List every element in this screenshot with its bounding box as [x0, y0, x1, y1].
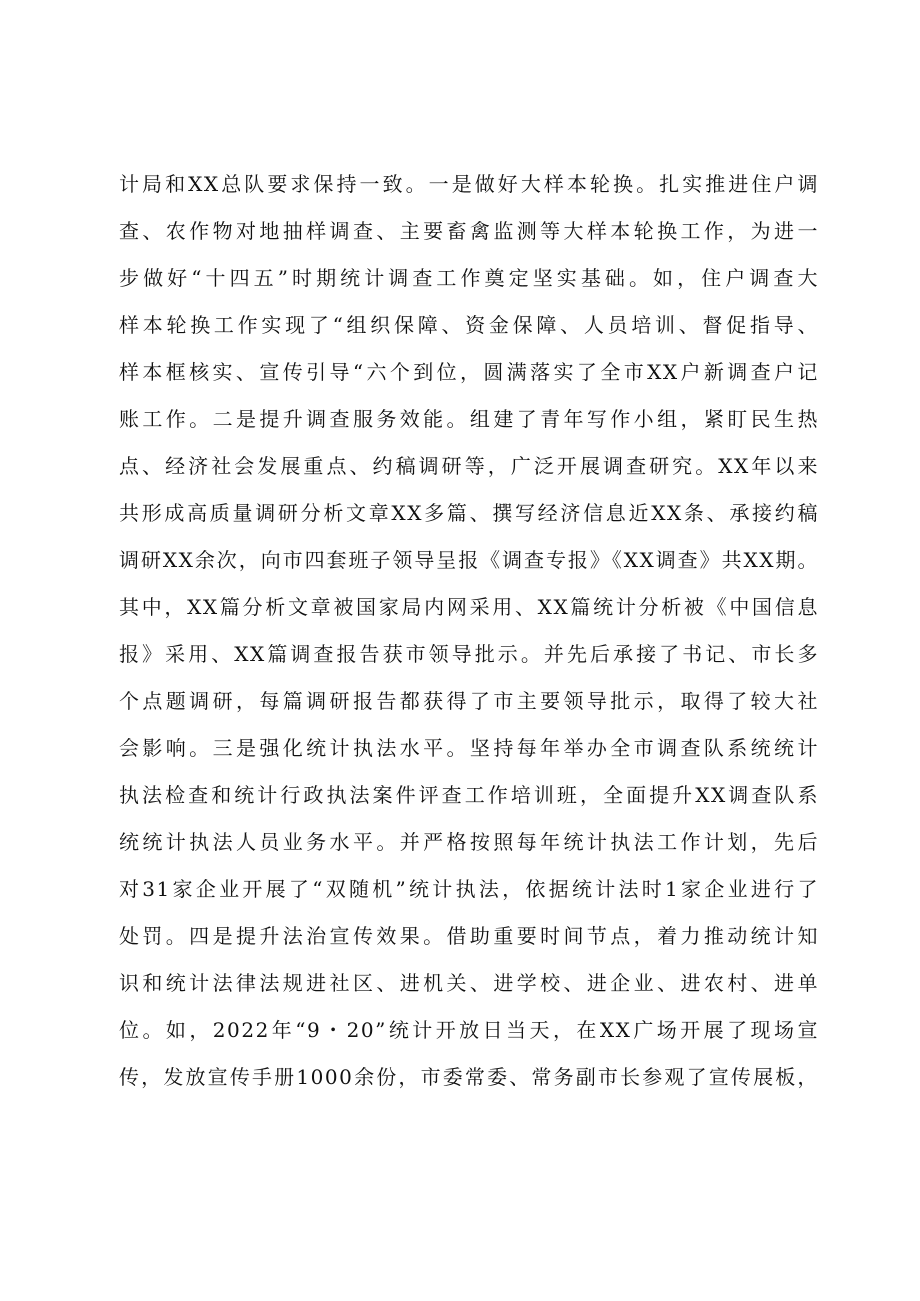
text-line: 步做好“十四五”时期统计调查工作奠定坚实基础。如，住户调查大 [119, 266, 819, 290]
text-line: 其中，XX篇分析文章被国家局内网采用、XX篇统计分析被《中国信息 [119, 595, 819, 619]
text-line: 会影响。三是强化统计执法水平。坚持每年举办全市调查队系统统计 [119, 736, 819, 760]
text-line: 计局和XX总队要求保持一致。一是做好大样本轮换。扎实推进住户调 [119, 172, 819, 196]
text-line: 统统计执法人员业务水平。并严格按照每年统计执法工作计划，先后 [119, 830, 819, 854]
text-line: 样本框核实、宣传引导“六个到位，圆满落实了全市XX户新调查户记 [119, 360, 819, 384]
text-line: 共形成高质量调研分析文章XX多篇、撰写经济信息近XX条、承接约稿 [119, 501, 819, 525]
text-line: 识和统计法律法规进社区、进机关、进学校、进企业、进农村、进单 [119, 971, 819, 995]
text-line: 处罚。四是提升法治宣传效果。借助重要时间节点，着力推动统计知 [119, 924, 819, 948]
text-line: 个点题调研，每篇调研报告都获得了市主要领导批示，取得了较大社 [119, 689, 819, 713]
text-line: 调研XX余次，向市四套班子领导呈报《调查专报》《XX调查》共XX期。 [119, 548, 819, 572]
text-line: 传，发放宣传手册1000余份，市委常委、常务副市长参观了宣传展板， [119, 1065, 819, 1089]
text-line: 执法检查和统计行政执法案件评查工作培训班，全面提升XX调查队系 [119, 783, 819, 807]
body-paragraph [119, 161, 819, 1101]
text-line: 查、农作物对地抽样调查、主要畜禽监测等大样本轮换工作，为进一 [119, 219, 819, 243]
text-line: 对31家企业开展了“双随机”统计执法，依据统计法时1家企业进行了 [119, 877, 819, 901]
text-line: 报》采用、XX篇调查报告获市领导批示。并先后承接了书记、市长多 [119, 642, 819, 666]
text-line: 位。如，2022年“9・20”统计开放日当天，在XX广场开展了现场宣 [119, 1018, 819, 1042]
text-line: 账工作。二是提升调查服务效能。组建了青年写作小组，紧盯民生热 [119, 407, 819, 431]
text-line: 样本轮换工作实现了“组织保障、资金保障、人员培训、督促指导、 [119, 313, 819, 337]
text-line: 点、经济社会发展重点、约稿调研等，广泛开展调查研究。XX年以来 [119, 454, 819, 478]
